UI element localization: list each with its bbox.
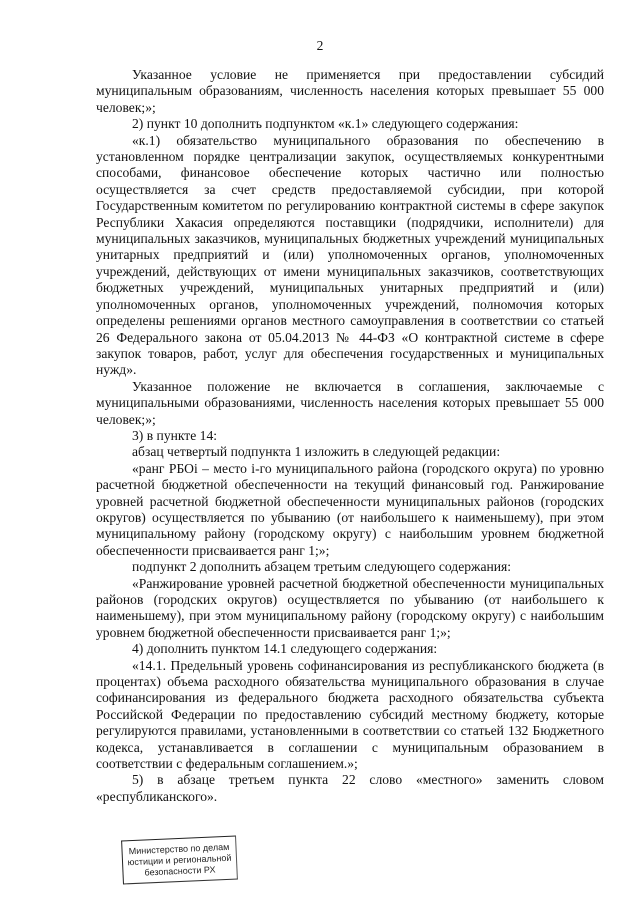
paragraph: 4) дополнить пунктом 14.1 следующего содержания:: [132, 641, 438, 657]
paragraph: «к.1) обязательство муниципального образования по обеспечению в установленном порядке централизации закупок, осуществляемых конкурентными способами, финансовое обеспечение которых частично или полностью осуществляется за счет средств предоставляемой субсидии, при которой Государственным комитетом по регулированию контрактной системы в сфере закупок Республики Хакасия определяются поставщики (подрядчики, исполнители) для муниципальных заказчиков, муниципальных бюджетных учреждений муниципальных унитарных предприятий и (или) уполномоченных органов, уполномоченных учреждений, действующих от имени муниципальных заказчиков, соответствующих бюджетных учреждений, муниципальных унитарных предприятий и (или) уполномоченных органов, уполномоченных учреждений, полномочия которых определены решениями органов местного самоуправления в соответствии со статьей 26 Федерального закона от 05.04.2013 № 44-ФЗ «О контрактной системе в сфере закупок товаров, работ, услуг для обеспечения государственных и муниципальных нужд».: [96, 132, 604, 378]
paragraph: «Ранжирование уровней расчетной бюджетной обеспеченности муниципальных районов (городских округов) осуществляется по убыванию (от наибольшего к наименьшему), при этом муниципальному району (городскому округу) с наибольшим уровнем бюджетной обеспеченности присваивается ранг 1;»;: [96, 575, 604, 640]
paragraph: «ранг РБОi – место i-го муниципального района (городского округа) по уровню расчетной бюджетной обеспеченности на текущий финансовый год. Ранжирование уровней расчетной бюджетной обеспеченности муниципальных районов (городских округов) осуществляется по убыванию (от наибольшего к наименьшему), при этом муниципальному району (городскому округу) с наибольшим уровнем бюджетной обеспеченности присваивается ранг 1;»;: [96, 460, 604, 558]
stamp-line: Министерство по делам: [128, 841, 230, 857]
ministry-stamp: [121, 836, 238, 885]
paragraph: Указанное условие не применяется при предоставлении субсидий муниципальным образованиям, численность населения которых превышает 55 000 человек;»;: [96, 67, 604, 115]
paragraph: Указанное положение не включается в соглашения, заключаемые с муниципальными образованиями, численность населения которых превышает 55 000 человек;»;: [96, 378, 604, 427]
document-body: [96, 67, 604, 805]
paragraph: «14.1. Предельный уровень софинансирования из республиканского бюджета (в процентах) объема расходного обязательства муниципального образования в случае софинансирования из федерального бюджета расходного обязательства субъекта Российской Федерации по предоставлению субсидий местному бюджету, которые регулируются правилами, установленными в соответствии со статьей 132 Бюджетного кодекса, устанавливается в соглашении с муниципальным образованием в соответствии с федеральным соглашением.»;: [96, 657, 604, 772]
stamp-line: безопасности РХ: [144, 864, 216, 878]
page-number: 2: [316, 38, 324, 53]
paragraph: 3) в пункте 14:: [132, 427, 218, 443]
paragraph: подпункт 2 дополнить абзацем третьим следующего содержания:: [132, 559, 512, 575]
paragraph: 2) пункт 10 дополнить подпунктом «к.1» следующего содержания:: [132, 116, 519, 132]
paragraph: 5) в абзаце третьем пункта 22 слово «местного» заменить словом «республиканского».: [96, 772, 604, 804]
paragraph: абзац четвертый подпункта 1 изложить в следующей редакции:: [132, 444, 501, 460]
stamp-line: юстиции и региональной: [127, 852, 232, 868]
